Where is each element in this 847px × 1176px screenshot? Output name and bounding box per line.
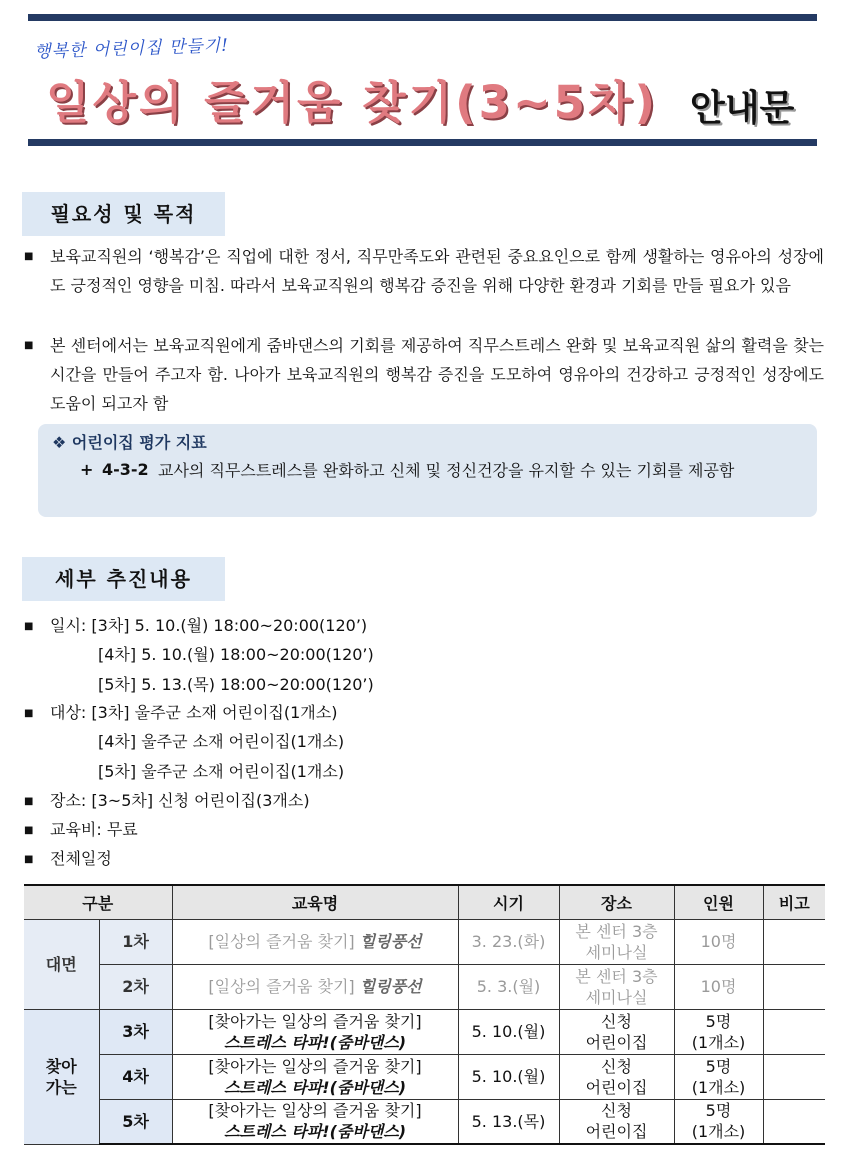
schedule-label: 전체일정	[50, 849, 112, 868]
table-row	[24, 1009, 825, 1054]
group-cell: 찾아 가는	[24, 1009, 99, 1144]
page-subtitle: 행복한 어린이집 만들기!	[33, 35, 230, 63]
note-cell	[763, 1054, 825, 1099]
square-bullet-icon: ■	[24, 251, 34, 262]
evaluation-indicator-box	[38, 424, 817, 517]
round-cell: 5차	[99, 1099, 172, 1144]
date-cell: 5. 13.(목)	[458, 1099, 559, 1144]
column-header: 인원	[674, 885, 763, 919]
note-cell	[763, 1099, 825, 1144]
section-heading-purpose: 필요성 및 목적	[22, 192, 225, 236]
people-cell: 5명 (1개소)	[674, 1009, 763, 1054]
program-cell	[172, 1054, 458, 1099]
date-item: [3차] 5. 10.(월) 18:00~20:00(120’)	[91, 616, 368, 635]
people-cell: 5명 (1개소)	[674, 1054, 763, 1099]
table-row	[24, 919, 825, 964]
program-category: [일상의 즐거움 찾기]	[208, 932, 355, 951]
target-item: [3차] 울주군 소재 어린이집(1개소)	[91, 703, 338, 722]
program-title: 스트레스 타파!(줌바댄스)	[223, 1122, 407, 1142]
square-bullet-icon: ■	[24, 853, 34, 865]
indicator-title: ❖ 어린이집 평가 지표	[52, 433, 207, 452]
date-cell: 5. 10.(월)	[458, 1009, 559, 1054]
date-cell: 5. 10.(월)	[458, 1054, 559, 1099]
program-title: 스트레스 타파!(줌바댄스)	[223, 1077, 407, 1097]
program-cell	[172, 1009, 458, 1054]
fee-line	[24, 820, 138, 841]
people-cell: 5명 (1개소)	[674, 1099, 763, 1144]
date-line	[24, 616, 367, 637]
round-cell: 4차	[99, 1054, 172, 1099]
date-item: [4차] 5. 10.(월) 18:00~20:00(120’)	[98, 645, 374, 664]
plus-icon: +	[80, 460, 94, 479]
square-bullet-icon: ■	[24, 620, 34, 632]
place-cell: 본 센터 3층 세미나실	[559, 964, 674, 1009]
program-title: 힐링풍선	[359, 932, 422, 951]
place-cell: 신청 어린이집	[559, 1009, 674, 1054]
group-cell: 대면	[24, 919, 99, 1009]
page-title-tail: 안내문	[690, 88, 795, 129]
target-line	[24, 703, 337, 724]
target-label: 대상:	[50, 703, 87, 722]
round-cell: 3차	[99, 1009, 172, 1054]
program-category: [찾아가는 일상의 즐거움 찾기]	[208, 1101, 422, 1121]
note-cell	[763, 1009, 825, 1054]
square-bullet-icon: ■	[24, 824, 34, 836]
column-header: 비고	[763, 885, 825, 919]
column-header: 시기	[458, 885, 559, 919]
note-cell	[763, 919, 825, 964]
program-category: [찾아가는 일상의 즐거움 찾기]	[208, 1011, 422, 1031]
section-heading-details: 세부 추진내용	[22, 557, 225, 601]
column-header: 장소	[559, 885, 674, 919]
note-cell	[763, 964, 825, 1009]
table-row	[24, 1099, 825, 1144]
people-cell: 10명	[674, 964, 763, 1009]
table-header-row	[24, 885, 825, 919]
paragraph-text: 본 센터에서는 보육교직원에게 줌바댄스의 기회를 제공하여 직무스트레스 완화 및 보육교직원 삶의 활력을 찾는 시간을 만들어 주고자 함. 나아가 보육교직원의 행복감 증진을 도모하여 영유아의 건강하고 긍정적인 성장에도 도움이 되고자 함	[50, 336, 824, 413]
bottom-rule	[28, 139, 817, 146]
place-line	[24, 791, 310, 812]
top-rule	[28, 14, 817, 21]
square-bullet-icon: ■	[24, 707, 34, 719]
target-item: [5차] 울주군 소재 어린이집(1개소)	[98, 762, 345, 781]
indicator-code: 4-3-2	[102, 460, 149, 479]
program-title: 힐링풍선	[359, 977, 422, 996]
program-cell	[172, 919, 458, 964]
date-cell: 3. 23.(화)	[458, 919, 559, 964]
date-label: 일시:	[50, 616, 87, 635]
indicator-description: 교사의 직무스트레스를 완화하고 신체 및 정신건강을 유지할 수 있는 기회를 제공함	[158, 461, 735, 480]
program-cell	[172, 964, 458, 1009]
place-cell: 신청 어린이집	[559, 1054, 674, 1099]
program-category: [일상의 즐거움 찾기]	[208, 977, 355, 996]
purpose-paragraph	[24, 331, 824, 418]
program-category: [찾아가는 일상의 즐거움 찾기]	[208, 1056, 422, 1076]
page-title: 일상의 즐거움 찾기(3~5차)	[46, 76, 659, 129]
date-cell: 5. 3.(월)	[458, 964, 559, 1009]
program-cell	[172, 1099, 458, 1144]
square-bullet-icon: ■	[24, 340, 34, 351]
date-item: [5차] 5. 13.(목) 18:00~20:00(120’)	[98, 675, 374, 694]
column-header: 구분	[24, 885, 172, 919]
round-cell: 2차	[99, 964, 172, 1009]
column-header: 교육명	[172, 885, 458, 919]
schedule-table	[24, 884, 825, 1145]
purpose-paragraph	[24, 242, 824, 300]
square-bullet-icon: ■	[24, 795, 34, 807]
fee-text: 교육비: 무료	[50, 820, 138, 839]
schedule-line	[24, 849, 112, 870]
people-cell: 10명	[674, 919, 763, 964]
target-item: [4차] 울주군 소재 어린이집(1개소)	[98, 732, 345, 751]
place-cell: 신청 어린이집	[559, 1099, 674, 1144]
place-text: 장소: [3~5차] 신청 어린이집(3개소)	[50, 791, 310, 810]
table-row	[24, 964, 825, 1009]
table-row	[24, 1054, 825, 1099]
round-cell: 1차	[99, 919, 172, 964]
place-cell: 본 센터 3층 세미나실	[559, 919, 674, 964]
program-title: 스트레스 타파!(줌바댄스)	[223, 1032, 407, 1052]
paragraph-text: 보육교직원의 ‘행복감’은 직업에 대한 정서, 직무만족도와 관련된 중요요인으로 함께 생활하는 영유아의 성장에도 긍정적인 영향을 미침. 따라서 보육교직원의 행복감 증진을 위해 다양한 환경과 기회를 만들 필요가 있음	[50, 247, 824, 295]
